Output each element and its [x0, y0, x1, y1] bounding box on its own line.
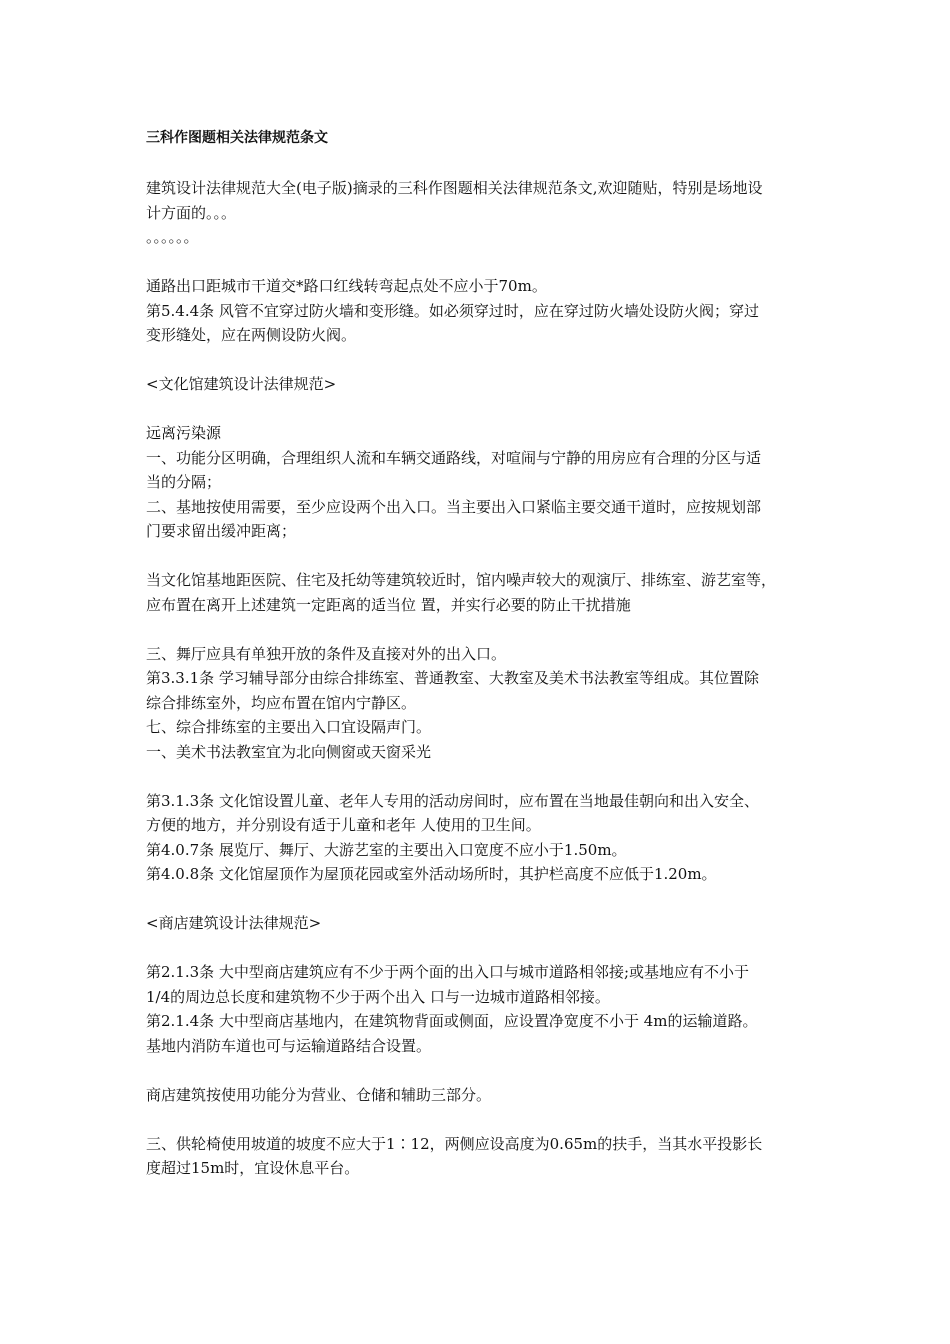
- text-line: 当文化馆基地距医院、住宅及托幼等建筑较近时，馆内噪声较大的观演厅、排练室、游艺室等，: [146, 571, 777, 589]
- text-line: 建筑设计法律规范大全(电子版)摘录的三科作图题相关法律规范条文,欢迎随贴，特别是场地设: [146, 179, 763, 197]
- text-line: 一、功能分区明确，合理组织人流和车辆交通路线，对喧闹与宁静的用房应有合理的分区与适: [146, 448, 762, 467]
- text-line: 基地内消防车道也可与运输道路结合设置。: [146, 1036, 432, 1055]
- text-line: 变形缝处，应在两侧设防火阀。: [146, 326, 357, 344]
- text-line: 通路出口距城市干道交*路口红线转弯起点处不应小于70m。: [146, 277, 547, 295]
- text-line: <商店建筑设计法律规范>: [146, 914, 322, 932]
- text-line: 综合排练室外，均应布置在馆内宁静区。: [146, 693, 417, 712]
- text-line: 第5.4.4条 风管不宜穿过防火墙和变形缝。如必须穿过时，应在穿过防火墙处设防火阀；穿过: [146, 301, 759, 320]
- text-line: 二、基地按使用需要，至少应设两个出入口。当主要出入口紧临主要交通干道时，应按规划部: [146, 497, 762, 516]
- blank-line: [146, 887, 826, 912]
- blank-line: [146, 544, 826, 569]
- text-line: 一、美术书法教室宜为北向侧窗或天窗采光: [146, 742, 432, 761]
- text-line: 度超过15m时，宜设休息平台。: [146, 1159, 360, 1177]
- blank-line: [146, 617, 826, 642]
- text-line: 第4.0.8条 文化馆屋顶作为屋顶花园或室外活动场所时，其护栏高度不应低于1.20m。: [146, 865, 717, 883]
- blank-line: [146, 397, 826, 422]
- text-line: 当的分隔；: [146, 473, 222, 491]
- text-line: 1/4的周边总长度和建筑物不少于两个出入 口与一边城市道路相邻接。: [146, 987, 610, 1006]
- text-line: 第3.1.3条 文化馆设置儿童、老年人专用的活动房间时，应布置在当地最佳朝向和出入安全、: [146, 791, 759, 810]
- text-line: 第3.3.1条 学习辅导部分由综合排练室、普通教室、大教室及美术书法教室等组成。其位置除: [146, 669, 759, 687]
- text-line: 第2.1.4条 大中型商店基地内，在建筑物背面或侧面，应设置净宽度不小于 4m的运输道路。: [146, 1012, 758, 1030]
- text-line: 商店建筑按使用功能分为营业、仓储和辅助三部分。: [146, 1085, 492, 1104]
- document-title: 三科作图题相关法律规范条文: [146, 130, 328, 146]
- text-line: 七、综合排练室的主要出入口宜设隔声门。: [146, 718, 432, 736]
- text-line: 第4.0.7条 展览厅、舞厅、大游艺室的主要出入口宽度不应小于1.50m。: [146, 840, 627, 859]
- blank-line: [146, 1058, 826, 1083]
- text-line: 三、舞厅应具有单独开放的条件及直接对外的出入口。: [146, 644, 507, 663]
- blank-line: [146, 936, 826, 961]
- text-line: 第2.1.3条 大中型商店建筑应有不少于两个面的出入口与城市道路相邻接;或基地应有不小于: [146, 963, 749, 981]
- blank-line: [146, 764, 826, 789]
- blank-line: [146, 250, 826, 275]
- text-line: 远离污染源: [146, 424, 222, 442]
- text-line: 应布置在离开上述建筑一定距离的适当位 置，并实行必要的防止干扰措施: [146, 595, 631, 614]
- blank-line: [146, 348, 826, 373]
- text-line: 。。。。。。: [146, 228, 199, 246]
- text-line: 方便的地方，并分别设有适于儿童和老年 人使用的卫生间。: [146, 816, 541, 834]
- blank-line: [146, 1107, 826, 1132]
- text-line: <文化馆建筑设计法律规范>: [146, 375, 337, 393]
- document-body: [146, 176, 826, 1181]
- text-line: 门要求留出缓冲距离；: [146, 522, 297, 540]
- text-line: 计方面的。。。: [146, 203, 237, 222]
- text-line: 三、供轮椅使用坡道的坡度不应大于1∶12，两侧应设高度为0.65m的扶手，当其水平投影长: [146, 1134, 763, 1153]
